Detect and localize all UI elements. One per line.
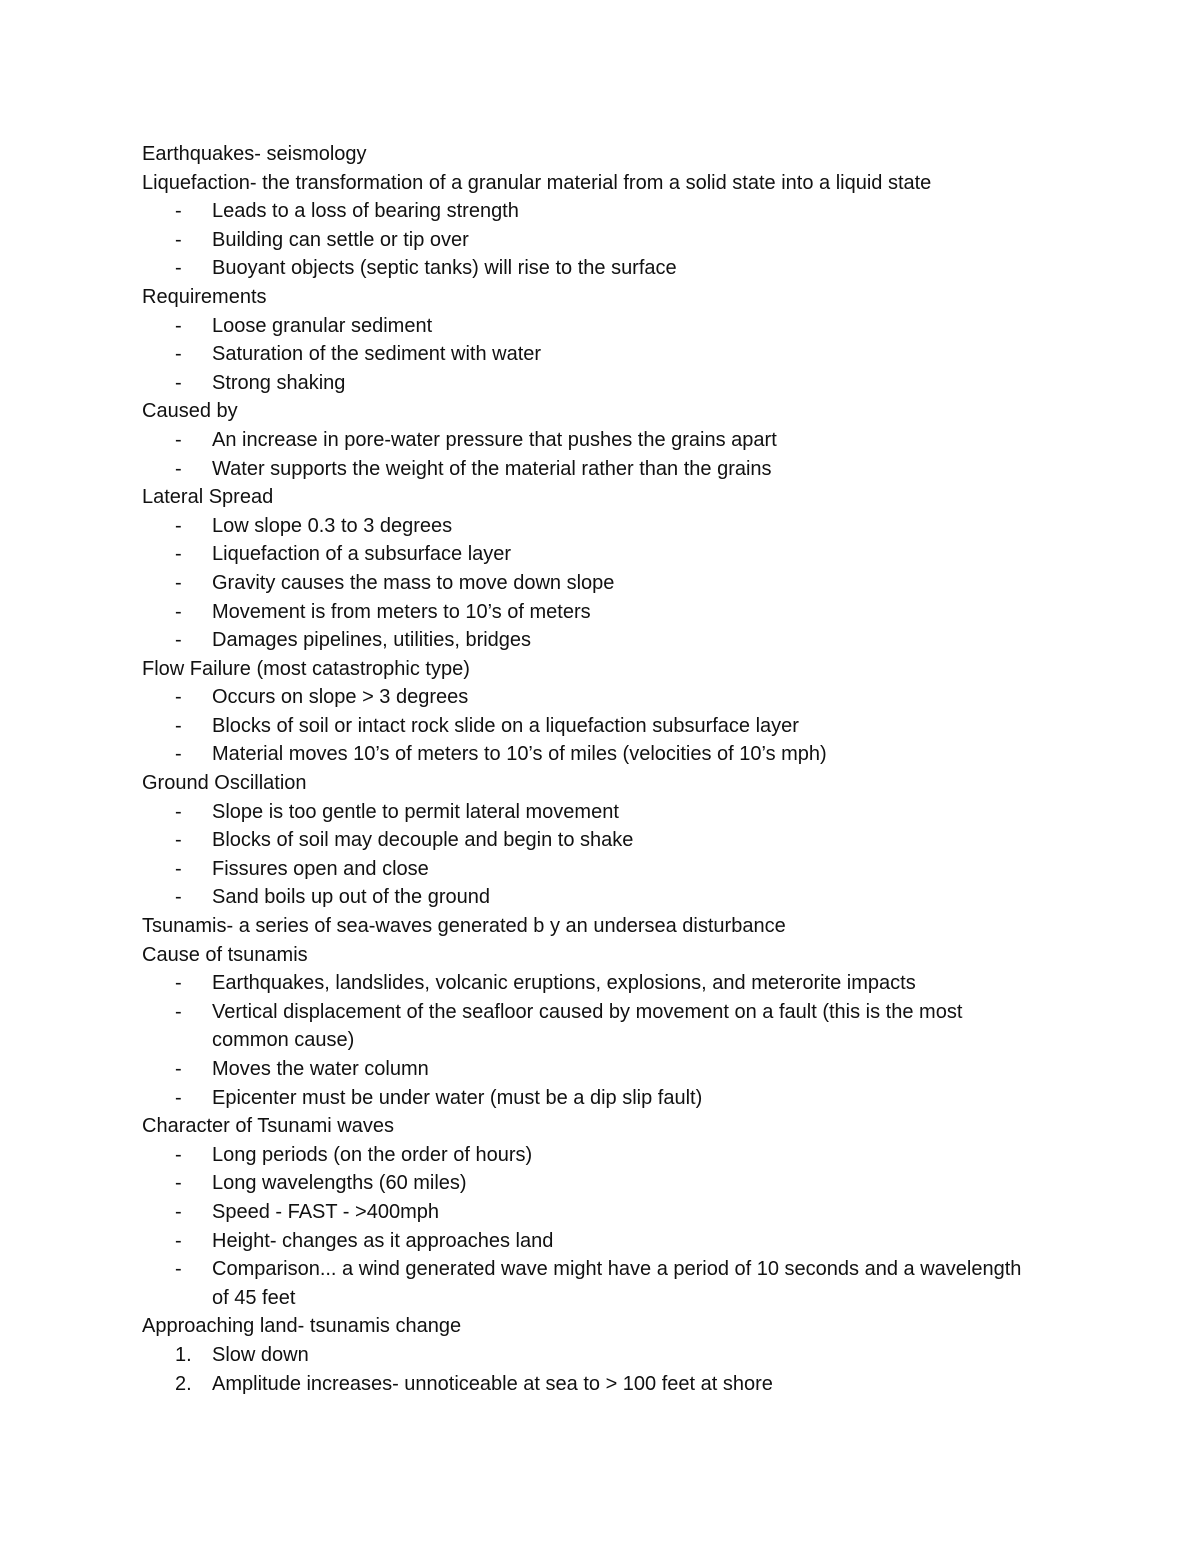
list-item-text: Sand boils up out of the ground (212, 886, 490, 909)
list-item-text: Long wavelengths (60 miles) (212, 1172, 467, 1195)
bullet-dash: - (175, 200, 182, 223)
bullet-list-item (142, 683, 1042, 712)
bullet-list-item (142, 712, 1042, 741)
bullet-dash: - (175, 886, 182, 909)
bullet-list-item (142, 826, 1042, 855)
section-heading: Flow Failure (most catastrophic type) (142, 657, 470, 680)
numbered-list-item (142, 1370, 1042, 1399)
list-item-text: Movement is from meters to 10’s of meters (212, 600, 591, 623)
bullet-dash: - (175, 1143, 182, 1166)
list-item-text: Building can settle or tip over (212, 228, 469, 251)
list-number: 1. (175, 1343, 192, 1366)
bullet-dash: - (175, 857, 182, 880)
bullet-list-item (142, 998, 1042, 1055)
bullet-list-item (142, 855, 1042, 884)
bullet-list-item (142, 1055, 1042, 1084)
list-item-text: Fissures open and close (212, 857, 429, 880)
bullet-list-item (142, 197, 1042, 226)
bullet-list-item (142, 969, 1042, 998)
bullet-list-item (142, 312, 1042, 341)
document-body (142, 140, 1042, 1398)
list-item-text: An increase in pore-water pressure that pushes the grains apart (212, 428, 777, 451)
bullet-list-item (142, 740, 1042, 769)
bullet-list-item (142, 569, 1042, 598)
bullet-dash: - (175, 257, 182, 280)
list-item-text: Buoyant objects (septic tanks) will rise to the surface (212, 257, 677, 280)
section-heading: Approaching land- tsunamis change (142, 1315, 462, 1338)
bullet-list-item (142, 1255, 1042, 1312)
bullet-dash: - (175, 514, 182, 537)
bullet-list-item (142, 369, 1042, 398)
bullet-dash: - (175, 1058, 182, 1080)
list-item-text: Material moves 10’s of meters to 10’s of miles (velocities of 10’s mph) (212, 743, 827, 766)
section-heading: Character of Tsunami waves (142, 1115, 394, 1138)
section-heading: Cause of tsunamis (142, 943, 308, 966)
list-item-text: Blocks of soil may decouple and begin to shake (212, 829, 634, 852)
bullet-list-item (142, 1227, 1042, 1256)
bullet-dash: - (175, 1200, 182, 1223)
bullet-dash: - (175, 686, 182, 709)
bullet-dash: - (175, 457, 182, 480)
list-item-text: Occurs on slope > 3 degrees (212, 686, 469, 709)
bullet-dash: - (175, 1172, 182, 1195)
bullet-dash: - (175, 343, 182, 366)
bullet-dash: - (175, 1000, 182, 1023)
list-item-text: Strong shaking (212, 371, 346, 394)
bullet-list-item (142, 340, 1042, 369)
list-item-text: Long periods (on the order of hours) (212, 1143, 533, 1166)
bullet-dash: - (175, 1258, 182, 1281)
list-item-text: Comparison... a wind generated wave might have a period of 10 seconds and a wavelength of 45 feet (212, 1258, 1022, 1309)
section-heading: Liquefaction- the transformation of a granular material from a solid state into a liquid state (142, 171, 932, 194)
bullet-list-item (142, 254, 1042, 283)
bullet-dash: - (175, 829, 182, 852)
list-item-text: Loose granular sediment (212, 314, 433, 337)
list-number: 2. (175, 1372, 192, 1395)
list-item-text: Height- changes as it approaches land (212, 1229, 554, 1252)
bullet-dash: - (175, 228, 182, 251)
section-heading: Earthquakes- seismology (142, 143, 367, 165)
list-item-text: Leads to a loss of bearing strength (212, 200, 519, 223)
list-item-text: Gravity causes the mass to move down slope (212, 571, 615, 594)
list-item-text: Blocks of soil or intact rock slide on a liquefaction subsurface layer (212, 714, 799, 737)
section-heading: Caused by (142, 400, 238, 423)
bullet-dash: - (175, 972, 182, 995)
bullet-dash: - (175, 314, 182, 337)
bullet-dash: - (175, 743, 182, 766)
bullet-list-item (142, 598, 1042, 627)
bullet-dash: - (175, 600, 182, 623)
bullet-dash: - (175, 629, 182, 652)
list-item-text: Speed - FAST - >400mph (212, 1200, 439, 1223)
bullet-list-item (142, 1084, 1042, 1113)
list-item-text: Earthquakes, landslides, volcanic eruptions, explosions, and meterorite impacts (212, 972, 916, 995)
list-item-text: Low slope 0.3 to 3 degrees (212, 514, 453, 537)
list-item-text: Moves the water column (212, 1058, 429, 1080)
bullet-list-item (142, 226, 1042, 255)
list-item-text: Slow down (212, 1343, 309, 1366)
section-heading: Requirements (142, 285, 267, 308)
bullet-dash: - (175, 714, 182, 737)
bullet-list-item (142, 883, 1042, 912)
bullet-list-item (142, 540, 1042, 569)
bullet-dash: - (175, 371, 182, 394)
bullet-dash: - (175, 1229, 182, 1252)
bullet-list-item (142, 455, 1042, 484)
list-item-text: Saturation of the sediment with water (212, 343, 542, 366)
bullet-dash: - (175, 543, 182, 566)
bullet-dash: - (175, 800, 182, 823)
section-heading: Ground Oscillation (142, 772, 307, 795)
section-heading: Lateral Spread (142, 486, 274, 509)
numbered-list-item (142, 1341, 1042, 1370)
bullet-list-item (142, 1141, 1042, 1170)
list-item-text: Water supports the weight of the material rather than the grains (212, 457, 772, 480)
bullet-dash: - (175, 1086, 182, 1109)
bullet-list-item (142, 1198, 1042, 1227)
bullet-dash: - (175, 428, 182, 451)
list-item-text: Amplitude increases- unnoticeable at sea to > 100 feet at shore (212, 1372, 773, 1395)
bullet-list-item (142, 1169, 1042, 1198)
section-heading: Tsunamis- a series of sea-waves generated b y an undersea disturbance (142, 915, 786, 938)
bullet-list-item (142, 426, 1042, 455)
bullet-list-item (142, 626, 1042, 655)
list-item-text: Vertical displacement of the seafloor caused by movement on a fault (this is the most common cause) (212, 1000, 963, 1052)
list-item-text: Epicenter must be under water (must be a dip slip fault) (212, 1086, 703, 1109)
bullet-dash: - (175, 571, 182, 594)
list-item-text: Damages pipelines, utilities, bridges (212, 629, 532, 652)
bullet-list-item (142, 512, 1042, 541)
bullet-list-item (142, 798, 1042, 827)
list-item-text: Slope is too gentle to permit lateral movement (212, 800, 619, 823)
list-item-text: Liquefaction of a subsurface layer (212, 543, 512, 566)
